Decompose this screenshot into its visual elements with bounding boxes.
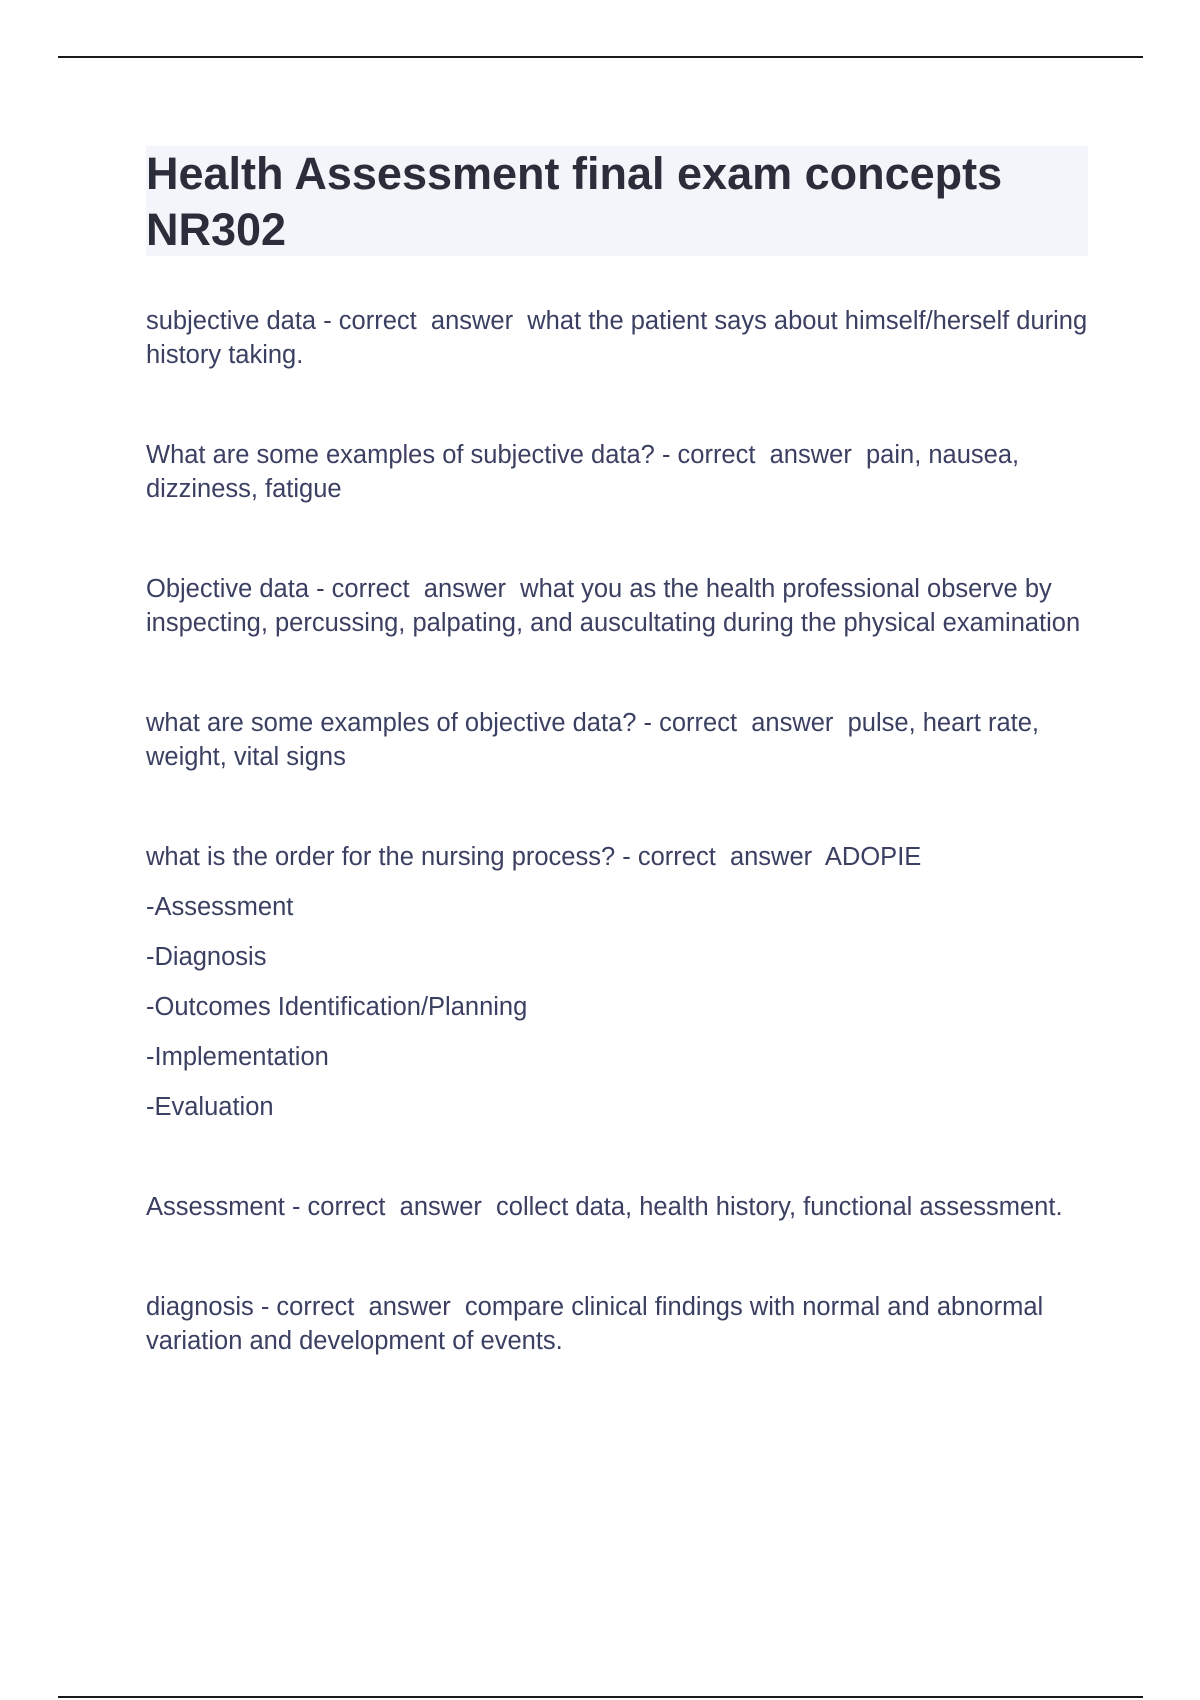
flashcard-7: [146, 1290, 1088, 1358]
footer-rule: [58, 1696, 1143, 1698]
step-item: -Outcomes Identification/Planning: [146, 993, 528, 1021]
answer-marker: - correct answer: [643, 709, 841, 737]
flashcard-answer: what you as the health professional observe by inspecting, percussing, palpating, and auscultating during the physical examination: [146, 575, 1081, 637]
flashcard-3: [146, 572, 1088, 640]
answer-marker: - correct answer: [622, 843, 820, 871]
answer-marker: - correct answer: [661, 441, 859, 469]
flashcard-answer: compare clinical findings with normal and abnormal variation and development of events.: [146, 1293, 1044, 1355]
flashcard-term: what are some examples of objective data?: [146, 709, 637, 737]
flashcard-question: [146, 840, 1088, 874]
flashcard-term: subjective data: [146, 307, 317, 335]
flashcard-term: what is the order for the nursing process?: [146, 843, 616, 871]
flashcard-1: [146, 304, 1088, 372]
step-item: -Diagnosis: [146, 943, 267, 971]
flashcard-term: Assessment: [146, 1193, 285, 1221]
answer-marker: - correct answer: [260, 1293, 458, 1321]
flashcard-4: [146, 706, 1088, 774]
step-item: -Assessment: [146, 893, 294, 921]
flashcard-answer: what the patient says about himself/herself during history taking.: [146, 307, 1088, 369]
flashcard-list: [146, 304, 1088, 1358]
flashcard-term: What are some examples of subjective data?: [146, 441, 655, 469]
step-item: -Evaluation: [146, 1093, 274, 1121]
flashcard-5: [146, 840, 1088, 1124]
flashcard-term: Objective data: [146, 575, 310, 603]
page-title: Health Assessment final exam concepts NR302: [146, 148, 1003, 255]
step-item: -Implementation: [146, 1043, 329, 1071]
answer-marker: - correct answer: [291, 1193, 489, 1221]
answer-marker: - correct answer: [316, 575, 514, 603]
flashcard-answer: pulse, heart rate, weight, vital signs: [146, 709, 1039, 771]
nursing-process-steps: [146, 890, 1088, 1124]
flashcard-answer: pain, nausea, dizziness, fatigue: [146, 441, 1020, 503]
flashcard-answer: ADOPIE: [824, 843, 922, 871]
flashcard-answer: collect data, health history, functional assessment.: [496, 1193, 1063, 1221]
flashcard-6: [146, 1190, 1088, 1224]
answer-marker: - correct answer: [323, 307, 521, 335]
flashcard-term: diagnosis: [146, 1293, 254, 1321]
flashcard-2: [146, 438, 1088, 506]
header-rule: [58, 56, 1143, 58]
